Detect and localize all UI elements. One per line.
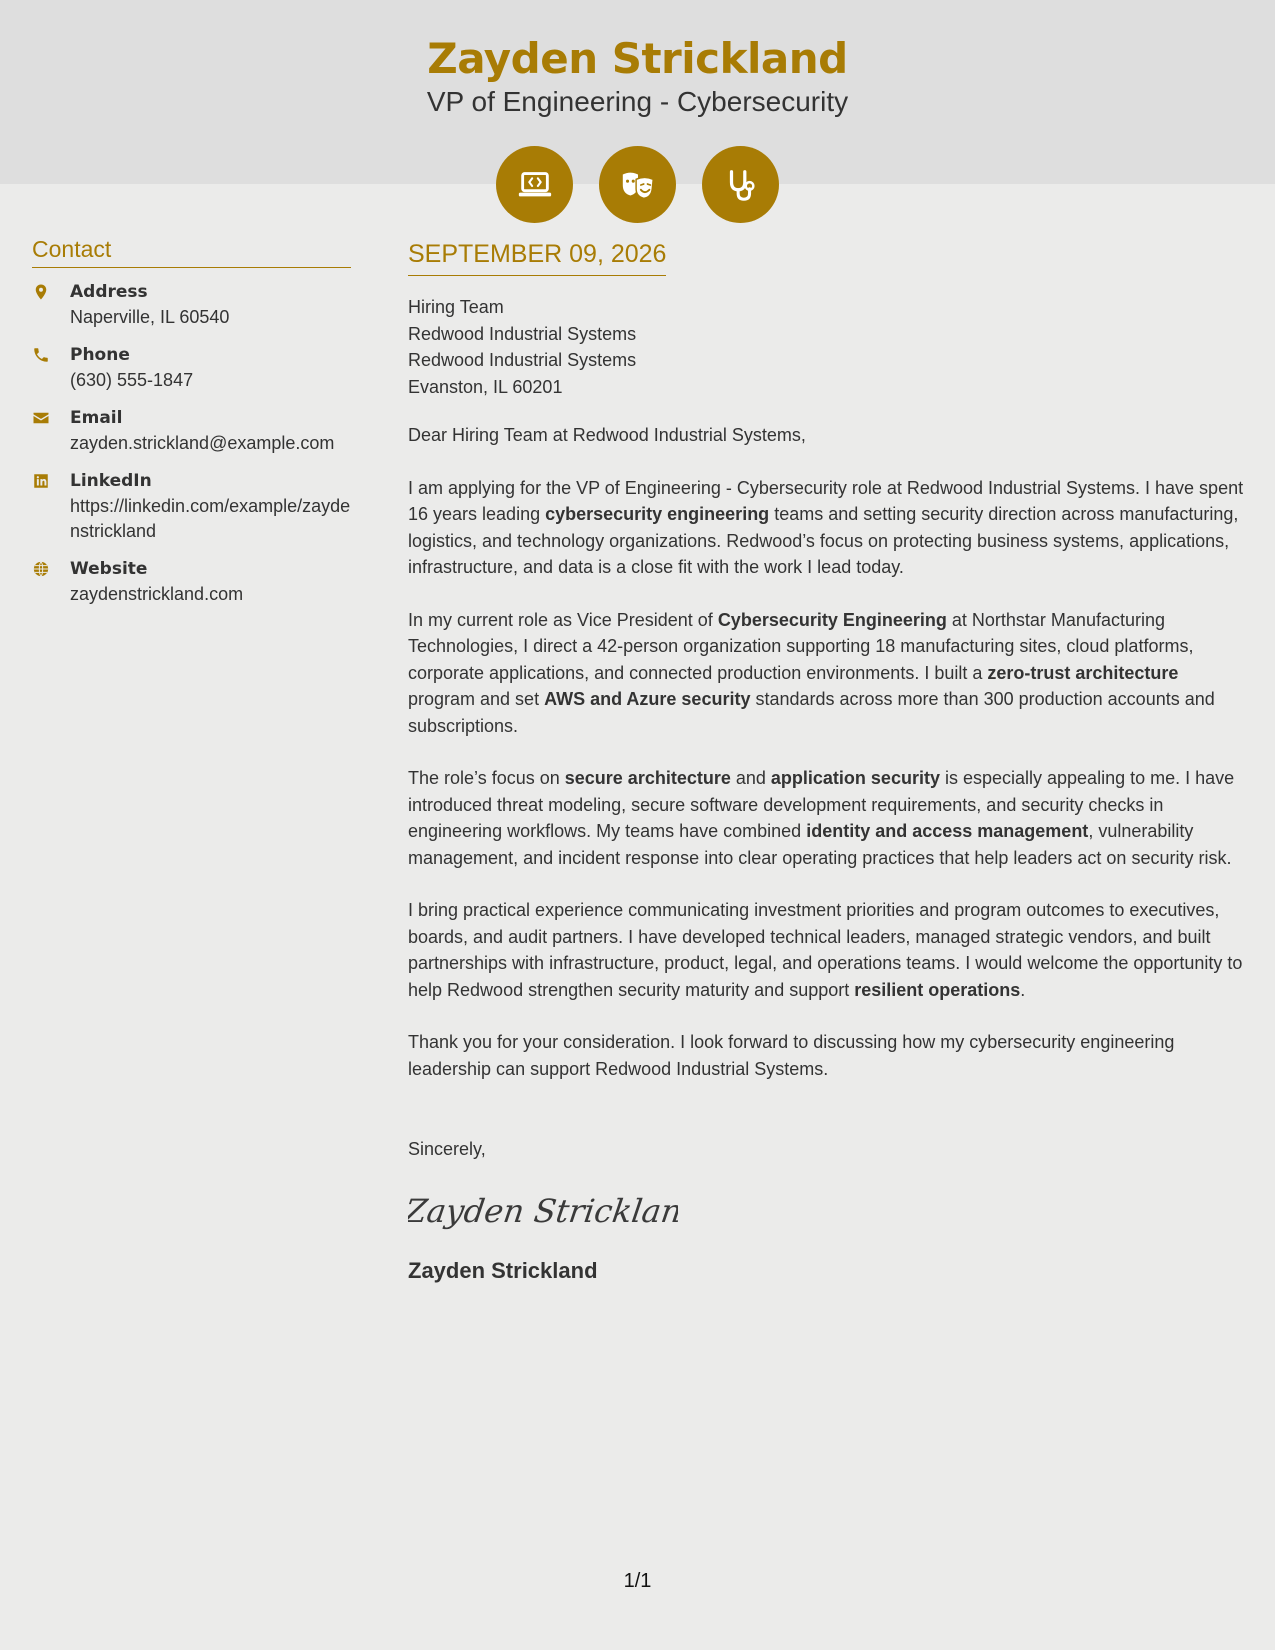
phone-value[interactable]: (630) 555-1847 xyxy=(70,370,194,390)
letter-body xyxy=(408,240,1248,1284)
paragraph-text: and xyxy=(730,768,771,788)
emphasized-text: zero-trust architecture xyxy=(987,662,1179,683)
paragraph-text: is especially appealing to me. I have introduced threat modeling, secure software development requirements, and security checks in engineering workflows. My teams have combined xyxy=(408,768,1235,841)
paragraph-text: I bring practical experience communicating investment priorities and program outcomes to executives, boards, and audit partners. I have developed technical leaders, managed strategic vendors, and built partnerships with infrastructure, product, legal, and operations teams. I would welcome the opportunity to help Redwood strengthen security maturity and support xyxy=(408,900,1243,1000)
candidate-name: Zayden Strickland xyxy=(427,34,848,83)
emphasized-text: secure architecture xyxy=(564,768,731,788)
contact-label: Website xyxy=(70,559,148,579)
emphasized-text: AWS and Azure security xyxy=(544,689,751,709)
letter-paragraph xyxy=(408,765,1248,871)
location-pin-icon xyxy=(32,280,70,330)
phone-icon xyxy=(32,343,70,393)
paragraph-text: Thank you for your consideration. I look forward to discussing how my cybersecurity engineering leadership can support Redwood Industrial Systems. xyxy=(408,1032,1175,1079)
recipient-block xyxy=(408,294,1248,400)
letter-date: SEPTEMBER 09, 2026 xyxy=(408,240,666,276)
contact-label: LinkedIn xyxy=(70,471,152,491)
letter-paragraph xyxy=(408,1029,1248,1082)
linkedin-icon xyxy=(32,469,70,544)
greeting: Dear Hiring Team at Redwood Industrial Systems, xyxy=(408,425,806,445)
letter-paragraph xyxy=(408,475,1248,581)
paragraph-text: . xyxy=(1020,979,1026,1000)
contact-list xyxy=(32,280,351,607)
paragraph-text: teams and setting security direction across manufacturing, logistics, and technology organizations. Redwood’s focus on protecting business systems, applications, infrastructure, and data is a close fit with the work I lead today. xyxy=(408,504,1239,577)
email-value[interactable]: zayden.strickland@example.com xyxy=(70,433,335,453)
contact-label: Email xyxy=(70,408,123,428)
recipient-line: Redwood Industrial Systems xyxy=(408,323,637,344)
emphasized-text: Cybersecurity Engineering xyxy=(717,609,947,630)
signature xyxy=(408,1188,1248,1234)
recipient-line: Evanston, IL 60201 xyxy=(408,376,563,397)
globe-icon xyxy=(32,557,70,607)
contact-item-phone xyxy=(32,343,351,393)
contact-sidebar xyxy=(32,236,351,620)
candidate-title: VP of Engineering - Cybersecurity xyxy=(426,86,849,117)
stethoscope-icon xyxy=(702,146,779,223)
emphasized-text: identity and access management xyxy=(806,821,1089,841)
contact-label: Phone xyxy=(70,345,130,365)
contact-item-email xyxy=(32,406,351,456)
envelope-icon xyxy=(32,406,70,456)
letter-paragraph xyxy=(408,607,1248,740)
paragraph-text: In my current role as Vice President of xyxy=(408,609,718,630)
emphasized-text: application security xyxy=(770,768,940,788)
linkedin-link[interactable]: https://linkedin.com/example/zaydenstrickland xyxy=(70,496,351,541)
signer-name: Zayden Strickland xyxy=(408,1258,598,1283)
header-icons xyxy=(0,146,1275,223)
website-link[interactable]: zaydenstrickland.com xyxy=(70,584,244,604)
paragraph-text: program and set xyxy=(408,689,545,709)
emphasized-text: cybersecurity engineering xyxy=(545,504,770,524)
recipient-line: Redwood Industrial Systems xyxy=(408,350,637,370)
address-value: Naperville, IL 60540 xyxy=(70,307,230,327)
paragraph-text: standards across more than 300 production accounts and subscriptions. xyxy=(408,689,1215,736)
paragraph-text: The role’s focus on xyxy=(408,768,565,788)
closing: Sincerely, xyxy=(408,1139,486,1159)
paragraph-text: at Northstar Manufacturing Technologies, I direct a 42-person organization supporting 18 manufacturing sites, cloud platforms, corporate applications, and connected production environments. I built a xyxy=(408,609,1194,683)
contact-item-linkedin xyxy=(32,469,351,544)
contact-label: Address xyxy=(70,282,148,302)
emphasized-text: resilient operations xyxy=(854,979,1021,1000)
recipient-line: Hiring Team xyxy=(408,297,504,317)
letter-paragraphs xyxy=(408,475,1248,1083)
paragraph-text: , vulnerability management, and incident response into clear operating practices that help leaders act on security risk. xyxy=(408,821,1232,868)
page-number: 1/1 xyxy=(623,1570,652,1592)
paragraph-text: I am applying for the VP of Engineering - Cybersecurity role at Redwood Industrial Systems. I have spent 16 years leading xyxy=(408,477,1244,524)
contact-item-website xyxy=(32,557,351,607)
contact-heading: Contact xyxy=(32,236,351,268)
laptop-code-icon xyxy=(496,146,573,223)
contact-item-address xyxy=(32,280,351,330)
theater-masks-icon xyxy=(599,146,676,223)
letter-paragraph xyxy=(408,897,1248,1003)
signature-script: Zayden Stricklan xyxy=(408,1192,678,1230)
